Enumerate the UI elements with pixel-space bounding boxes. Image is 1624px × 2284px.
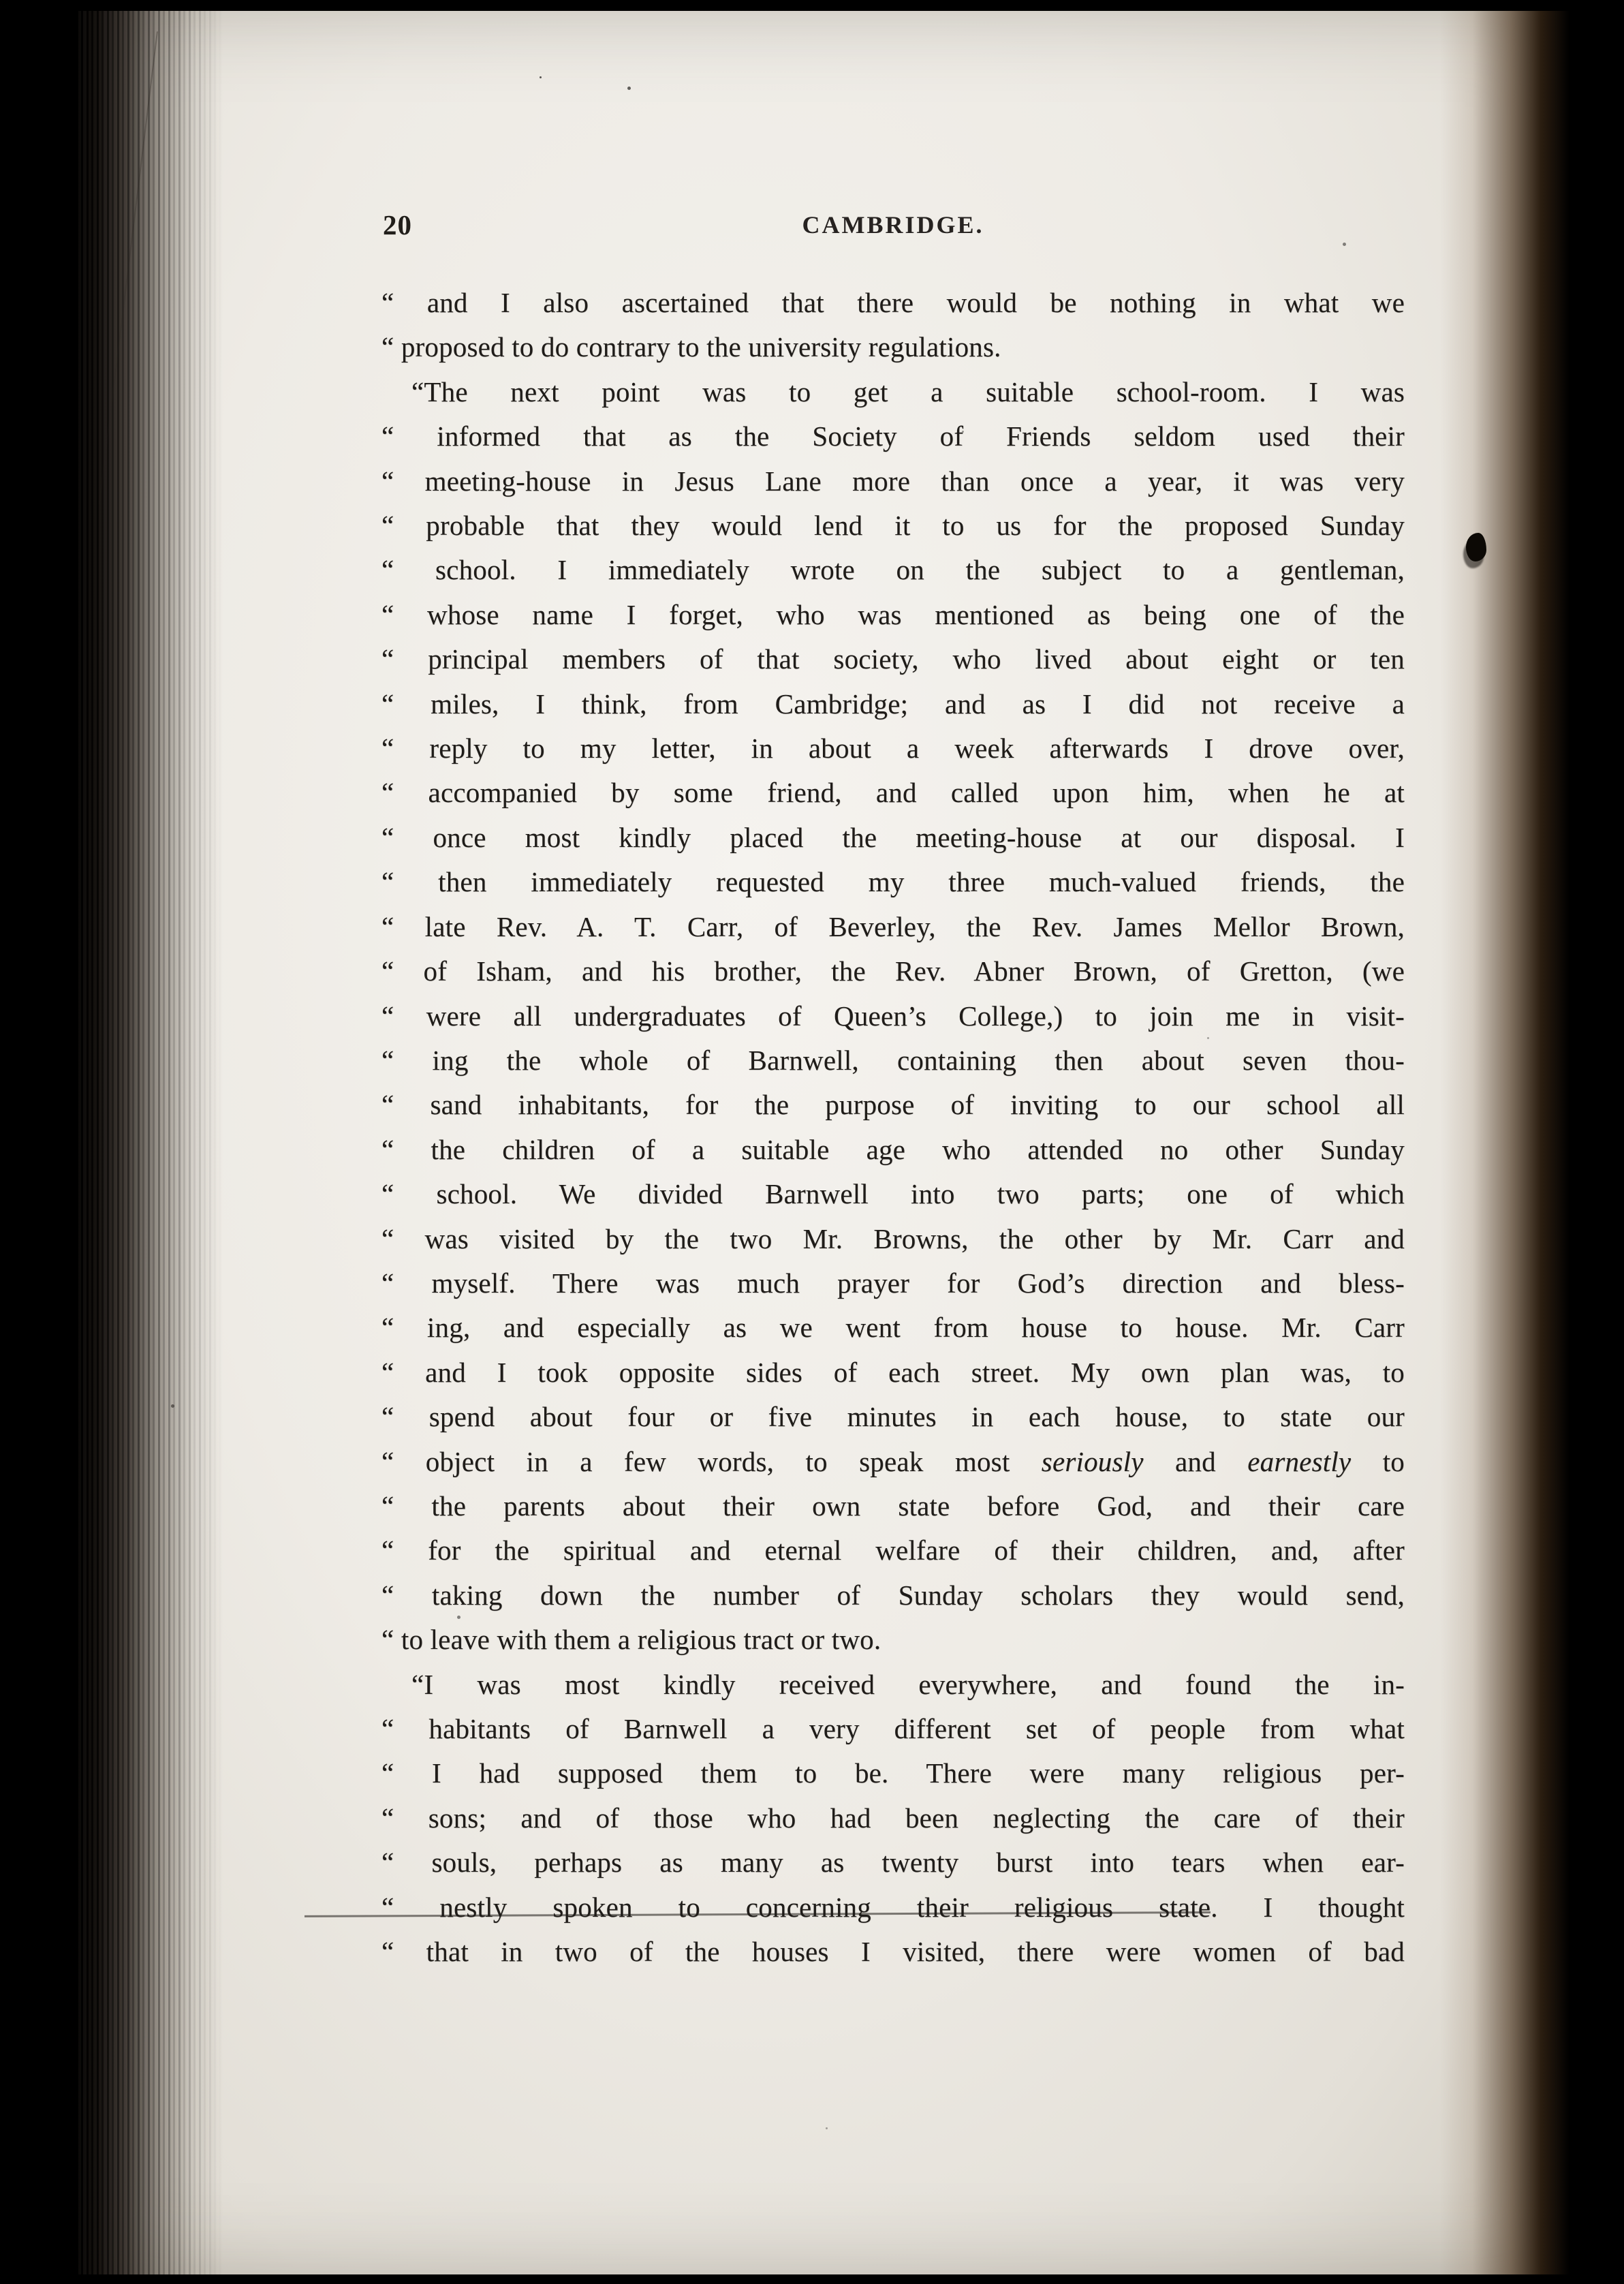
text-segment: “ were all undergraduates of Queen’s College,) to join me in visit- (381, 1000, 1405, 1032)
text-line (381, 994, 1405, 1038)
text-segment: “ whose name I forget, who was mentioned as being one of the (381, 598, 1405, 630)
text-line (381, 1038, 1405, 1083)
text-segment: “ then immediately requested my three much-valued friends, the (381, 866, 1405, 898)
text-segment: “ school. We divided Barnwell into two parts; one of which (381, 1178, 1405, 1210)
text-segment: “ late Rev. A. T. Carr, of Beverley, the Rev. James Mellor Brown, (381, 910, 1405, 942)
text-line (381, 1528, 1405, 1573)
text-column (381, 281, 1405, 1974)
text-line (381, 1261, 1405, 1306)
text-line (381, 1751, 1405, 1795)
text-segment: “ meeting-house in Jesus Lane more than once a year, it was very (381, 465, 1405, 497)
text-line (381, 1172, 1405, 1216)
text-segment: “ informed that as the Society of Friends seldom used their (381, 420, 1405, 452)
text-segment: “ object in a few words, to speak most (381, 1445, 1042, 1477)
text-line (381, 1618, 1405, 1662)
running-header: CAMBRIDGE. (802, 211, 984, 238)
text-segment: “ and I took opposite sides of each street. My own plan was, to (381, 1356, 1405, 1388)
text-line (381, 1395, 1405, 1439)
text-segment: “I was most kindly received everywhere, and found the in- (411, 1668, 1405, 1700)
text-line (381, 370, 1405, 414)
text-line (381, 593, 1405, 637)
text-segment: “ ing, and especially as we went from house to house. Mr. Carr (381, 1312, 1405, 1344)
text-segment: “ miles, I think, from Cambridge; and as I did not receive a (381, 688, 1405, 720)
text-line (381, 860, 1405, 904)
text-line (381, 459, 1405, 504)
text-line (381, 637, 1405, 681)
text-segment: “ proposed to do contrary to the university regulations. (381, 331, 1001, 363)
page-number: 20 (383, 209, 412, 241)
text-segment: and (1143, 1445, 1248, 1477)
text-segment: “ ing the whole of Barnwell, containing then about seven thou- (381, 1044, 1405, 1076)
text-line (381, 682, 1405, 726)
text-line (381, 726, 1405, 771)
text-segment: “ sons; and of those who had been neglecting the care of their (381, 1802, 1405, 1834)
text-segment: “ principal members of that society, who lived about eight or ten (381, 643, 1405, 675)
text-line (381, 949, 1405, 993)
text-segment: “ that in two of the houses I visited, there were women of bad (381, 1936, 1405, 1968)
text-segment: “ the parents about their own state before God, and their care (381, 1490, 1405, 1522)
text-line (381, 325, 1405, 369)
text-line (381, 1083, 1405, 1127)
text-segment: “ was visited by the two Mr. Browns, the other by Mr. Carr and (381, 1222, 1405, 1254)
text-segment: “ of Isham, and his brother, the Rev. Abner Brown, of Gretton, (we (381, 955, 1405, 987)
text-segment: “ school. I immediately wrote on the subject to a gentleman, (381, 554, 1405, 586)
text-line (381, 504, 1405, 548)
text-line (381, 1796, 1405, 1840)
text-line (381, 548, 1405, 592)
text-line (381, 1840, 1405, 1885)
page-edge-shadow (1440, 11, 1570, 2274)
page-header (381, 209, 1405, 244)
binding-streaks (76, 11, 223, 2274)
text-segment: “ sand inhabitants, for the purpose of inviting to our school all (381, 1089, 1405, 1121)
text-segment: “ probable that they would lend it to us for the proposed Sunday (381, 510, 1405, 542)
text-line (381, 1351, 1405, 1395)
emphasized-text: seriously (1041, 1445, 1144, 1477)
text-segment: “ to leave with them a religious tract or two. (381, 1624, 881, 1656)
text-segment: “ reply to my letter, in about a week afterwards I drove over, (381, 732, 1405, 765)
text-line (381, 1573, 1405, 1618)
text-segment: “ taking down the number of Sunday scholars they would send, (381, 1579, 1405, 1611)
text-line (381, 1885, 1405, 1930)
text-line (381, 1217, 1405, 1261)
speckle-artifacts (540, 76, 542, 78)
text-line (381, 771, 1405, 815)
scanned-page (76, 11, 1570, 2274)
text-line (381, 414, 1405, 459)
text-segment: “ nestly spoken to concerning their religious state. I thought (381, 1891, 1405, 1923)
text-segment: to (1351, 1445, 1405, 1477)
text-segment: “ myself. There was much prayer for God’s direction and bless- (381, 1267, 1405, 1299)
text-line (381, 1306, 1405, 1350)
ink-blob-artifact (1466, 533, 1486, 561)
text-segment: “ habitants of Barnwell a very different set of people from what (381, 1713, 1405, 1744)
text-segment: “ the children of a suitable age who attended no other Sunday (381, 1133, 1405, 1165)
text-line (381, 1128, 1405, 1172)
text-line (381, 281, 1405, 325)
text-segment: “ and I also ascertained that there would be nothing in what we (381, 287, 1405, 318)
text-segment: “ spend about four or five minutes in each house, to state our (381, 1401, 1405, 1433)
text-line (381, 1440, 1405, 1484)
text-line (381, 1663, 1405, 1707)
text-segment: “ for the spiritual and eternal welfare of their children, and, after (381, 1534, 1405, 1567)
text-line (381, 816, 1405, 860)
text-line (381, 905, 1405, 949)
text-segment: “ I had supposed them to be. There were many religious per- (381, 1757, 1405, 1789)
text-segment: “The next point was to get a suitable school-room. I was (411, 375, 1405, 407)
text-line (381, 1707, 1405, 1751)
emphasized-text: earnestly (1247, 1445, 1352, 1477)
text-segment: “ souls, perhaps as many as twenty burst into tears when ear- (381, 1847, 1405, 1879)
text-segment: “ accompanied by some friend, and called upon him, when he at (381, 777, 1405, 809)
text-segment: “ once most kindly placed the meeting-house at our disposal. I (381, 821, 1405, 853)
text-line (381, 1484, 1405, 1528)
text-line (381, 1930, 1405, 1974)
